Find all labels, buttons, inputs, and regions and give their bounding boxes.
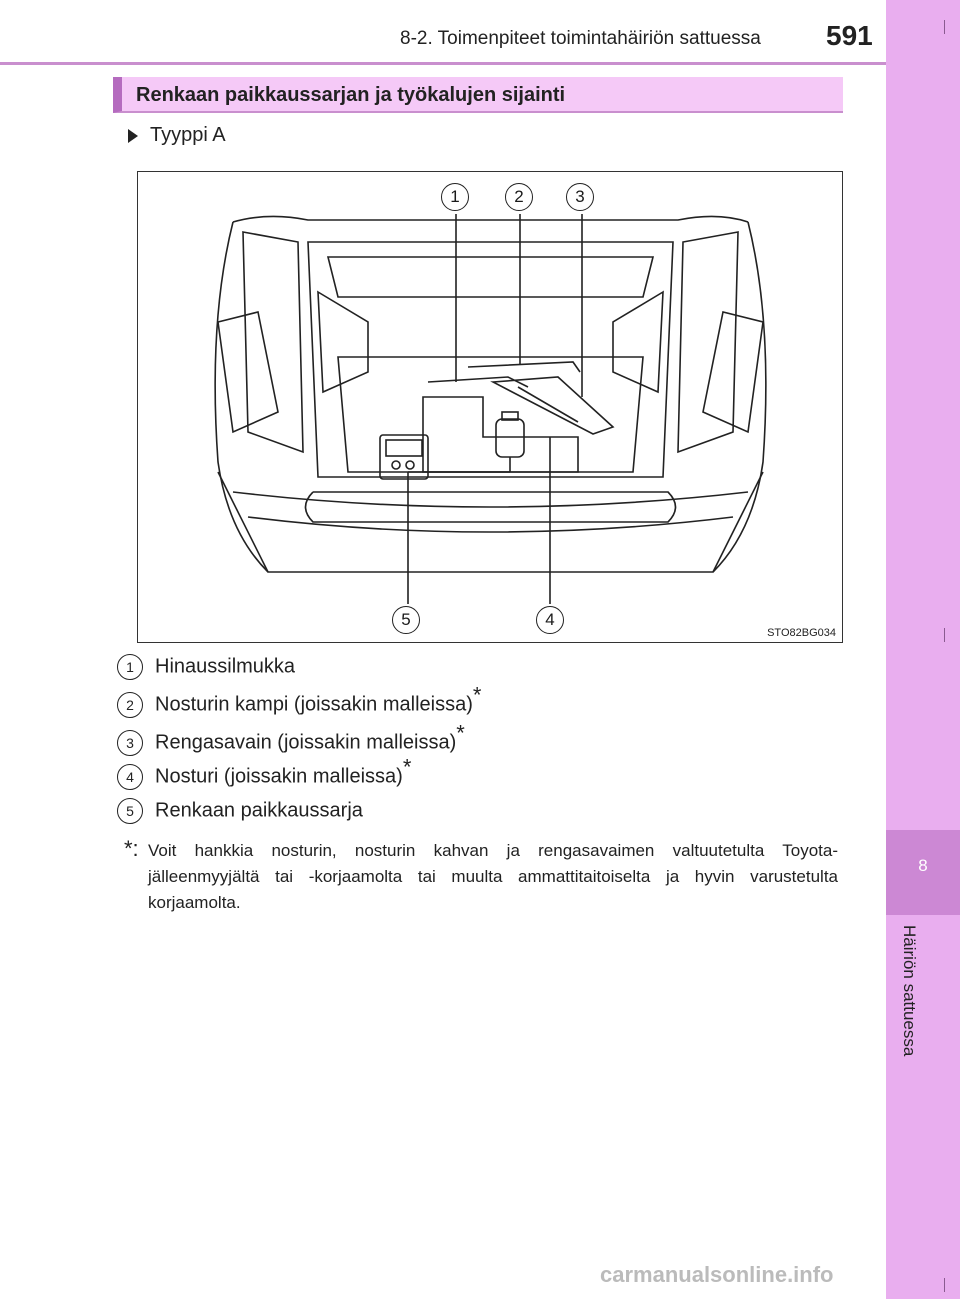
crop-mark — [944, 1278, 945, 1292]
asterisk: * — [472, 682, 482, 708]
callout-3: 3 — [566, 183, 594, 211]
crop-mark — [944, 20, 945, 34]
callout-1: 1 — [441, 183, 469, 211]
callout-4: 4 — [536, 606, 564, 634]
legend-number: 1 — [117, 654, 143, 680]
section-title: Renkaan paikkaussarjan ja työkalujen sijainti — [136, 84, 566, 106]
legend-text: Nosturin kampi (joissakin malleissa) — [155, 693, 473, 716]
legend-item — [117, 798, 363, 824]
footnote-text: Voit hankkia nosturin, nosturin kahvan ja rengasavaimen valtuutetulta Toyota-jälleenmyyjältä tai -korjaamolta tai muulta ammattitaitoiselta ja hyvin varustetulta korjaamolta. — [148, 841, 838, 912]
legend-text: Nosturi (joissakin malleissa) — [155, 765, 403, 788]
asterisk: * — [456, 720, 465, 746]
chapter-label: Häiriön sattuessa — [900, 925, 919, 1057]
legend-text: Hinaussilmukka — [155, 655, 296, 678]
callout-2: 2 — [505, 183, 533, 211]
bullet-arrow-icon — [128, 129, 138, 143]
type-label-text: Tyyppi A — [150, 124, 226, 146]
chapter-side-tab — [886, 0, 960, 1299]
section-heading-bar — [113, 77, 843, 113]
legend-number: 2 — [117, 692, 143, 718]
trunk-illustration — [138, 172, 842, 642]
legend-text: Rengasavain (joissakin malleissa) — [155, 731, 457, 754]
crop-mark — [944, 628, 945, 642]
header-rule — [0, 62, 886, 65]
trunk-tools-figure — [137, 171, 843, 643]
legend-number: 3 — [117, 730, 143, 756]
legend-item — [117, 682, 482, 718]
legend-item — [117, 720, 465, 756]
legend-item — [117, 654, 295, 680]
legend-number: 5 — [117, 798, 143, 824]
legend-item — [117, 754, 412, 790]
type-label — [128, 124, 226, 147]
chapter-number: 8 — [918, 856, 928, 875]
footnote — [124, 838, 838, 916]
watermark: carmanualsonline.info — [600, 1262, 834, 1287]
asterisk: * — [402, 754, 412, 780]
page-number: 591 — [826, 20, 873, 51]
footnote-mark: *: — [124, 836, 139, 861]
figure-code: STO82BG034 — [767, 627, 836, 639]
chapter-header-title: 8-2. Toimenpiteet toimintahäiriön sattuessa — [400, 28, 761, 49]
legend-text: Renkaan paikkaussarja — [155, 799, 363, 822]
callout-5: 5 — [392, 606, 420, 634]
legend-number: 4 — [117, 764, 143, 790]
